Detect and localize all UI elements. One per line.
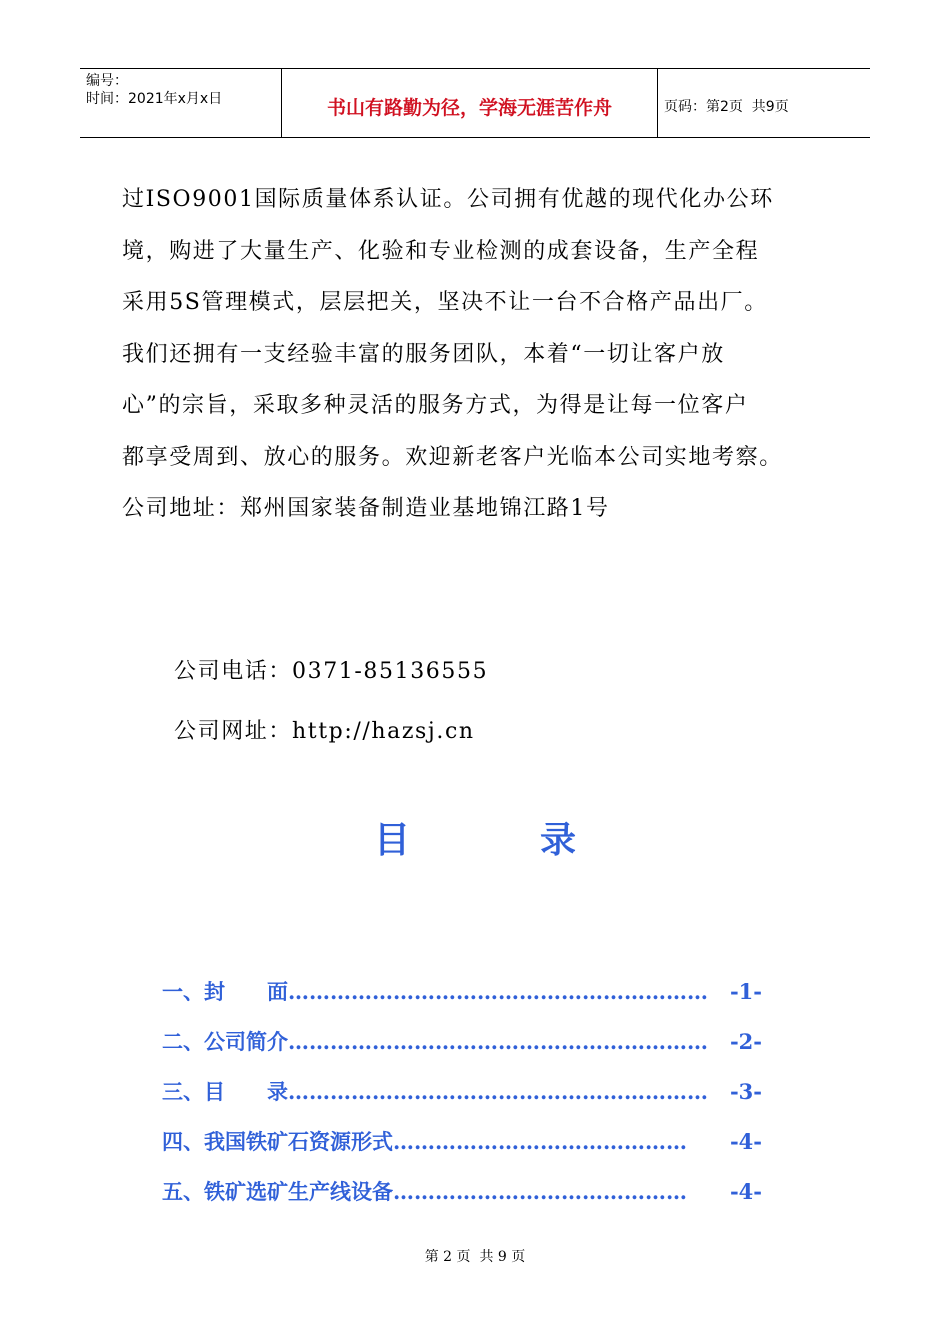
toc-item-label: 一、封 面: [162, 979, 288, 1004]
toc-item[interactable]: [162, 1116, 762, 1166]
header-meta-cell: [80, 69, 282, 137]
company-address: 公司地址：郑州国家装备制造业基地锦江路1号: [122, 496, 610, 521]
toc-item-page: -4-: [729, 1178, 762, 1204]
toc-item-leader: ……………………………………………………: [288, 1028, 708, 1054]
toc-item-page: -2-: [729, 1028, 762, 1054]
toc-item[interactable]: [162, 1016, 762, 1066]
toc-title-right: 录: [540, 820, 577, 861]
page-header: [80, 68, 870, 138]
company-phone: 公司电话：0371-85136555: [174, 659, 489, 684]
paragraph-line: 我们还拥有一支经验丰富的服务团队，本着“一切让客户放: [122, 341, 725, 367]
toc-item[interactable]: [162, 1166, 762, 1216]
toc-item-page: -1-: [729, 978, 762, 1004]
paragraph-line: 采用5S管理模式，层层把关，坚决不让一台不合格产品出厂。: [122, 290, 768, 315]
toc-item-page: -3-: [729, 1078, 762, 1104]
company-intro-paragraph: [122, 174, 852, 535]
header-page-info-cell: [658, 69, 870, 137]
toc-item-leader: ……………………………………: [393, 1178, 687, 1204]
document-number-label: 编号：: [86, 73, 128, 89]
toc-item-page: -4-: [729, 1128, 762, 1154]
toc-item-leader: ……………………………………………………: [288, 978, 708, 1004]
toc-title-left: 目: [373, 820, 410, 861]
header-page-info: 页码：第2页 共9页: [664, 99, 789, 115]
toc-item[interactable]: [162, 1066, 762, 1116]
toc-item-leader: ……………………………………: [393, 1128, 687, 1154]
paragraph-line: 过ISO9001国际质量体系认证。公司拥有优越的现代化办公环: [122, 187, 774, 212]
toc-item-label: 五、铁矿选矿生产线设备: [162, 1179, 393, 1204]
paragraph-line: 都享受周到、放心的服务。欢迎新老客户光临本公司实地考察。: [122, 444, 783, 470]
page-footer: 第 2 页 共 9 页: [424, 1249, 526, 1265]
paragraph-line: 心”的宗旨，采取多种灵活的服务方式，为得是让每一位客户: [122, 393, 749, 418]
toc-item-leader: ……………………………………………………: [288, 1078, 708, 1104]
table-of-contents: [162, 966, 762, 1216]
company-website: 公司网址：http://hazsj.cn: [174, 719, 475, 744]
toc-item-label: 三、目 录: [162, 1079, 288, 1104]
toc-item[interactable]: [162, 966, 762, 1016]
header-motto: 书山有路勤为径，学海无涯苦作舟: [282, 69, 658, 137]
paragraph-line: 境，购进了大量生产、化验和专业检测的成套设备，生产全程: [122, 238, 760, 264]
toc-item-label: 二、公司简介: [162, 1029, 288, 1054]
document-time-label: 时间：2021年x月x日: [86, 91, 223, 107]
toc-item-label: 四、我国铁矿石资源形式: [162, 1129, 393, 1154]
toc-title: [0, 812, 950, 863]
